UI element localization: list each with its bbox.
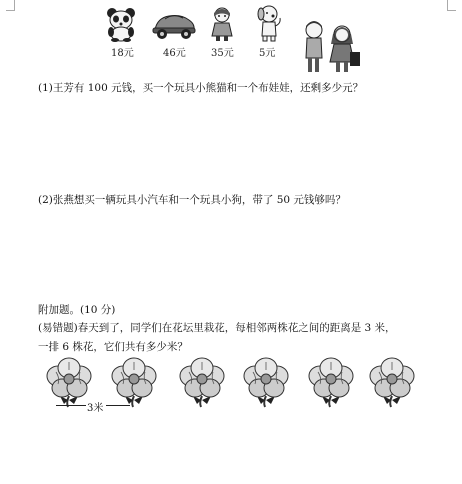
flower-icon <box>306 356 356 408</box>
flower-icon <box>241 356 291 408</box>
distance-label: 3米 <box>86 399 104 414</box>
toy-dog-icon <box>256 4 282 42</box>
doll-icon <box>208 6 236 42</box>
flower-icon <box>177 356 227 408</box>
flower-icon <box>367 356 417 408</box>
distance-line-right <box>106 405 130 406</box>
page-corner-mark-right <box>447 0 456 11</box>
distance-line-left <box>56 405 86 406</box>
toy-car-icon <box>151 10 197 40</box>
toy-price: 18元 <box>111 48 134 59</box>
toy-price: 35元 <box>211 48 234 59</box>
bonus-title: 附加题。(10 分) <box>38 304 116 316</box>
question-2: (2)张燕想买一辆玩具小汽车和一个玩具小狗，带了 50 元钱够吗？ <box>38 194 346 206</box>
toy-price: 5元 <box>259 48 276 59</box>
page-corner-mark-left <box>6 0 15 11</box>
question-1: (1)王芳有 100 元钱，买一个玩具小熊猫和一个布娃娃，还剩多少元？ <box>38 82 364 94</box>
distance-marker <box>56 400 132 414</box>
children-illustration <box>300 18 362 76</box>
bonus-question-line-2: 一排 6 株花，它们共有多少米？ <box>38 341 188 353</box>
panda-icon <box>103 6 139 42</box>
bonus-question-line-1: (易错题)春天到了，同学们在花坛里栽花，每相邻两株花之间的距离是 3 米， <box>38 322 396 334</box>
toy-price: 46元 <box>163 48 186 59</box>
